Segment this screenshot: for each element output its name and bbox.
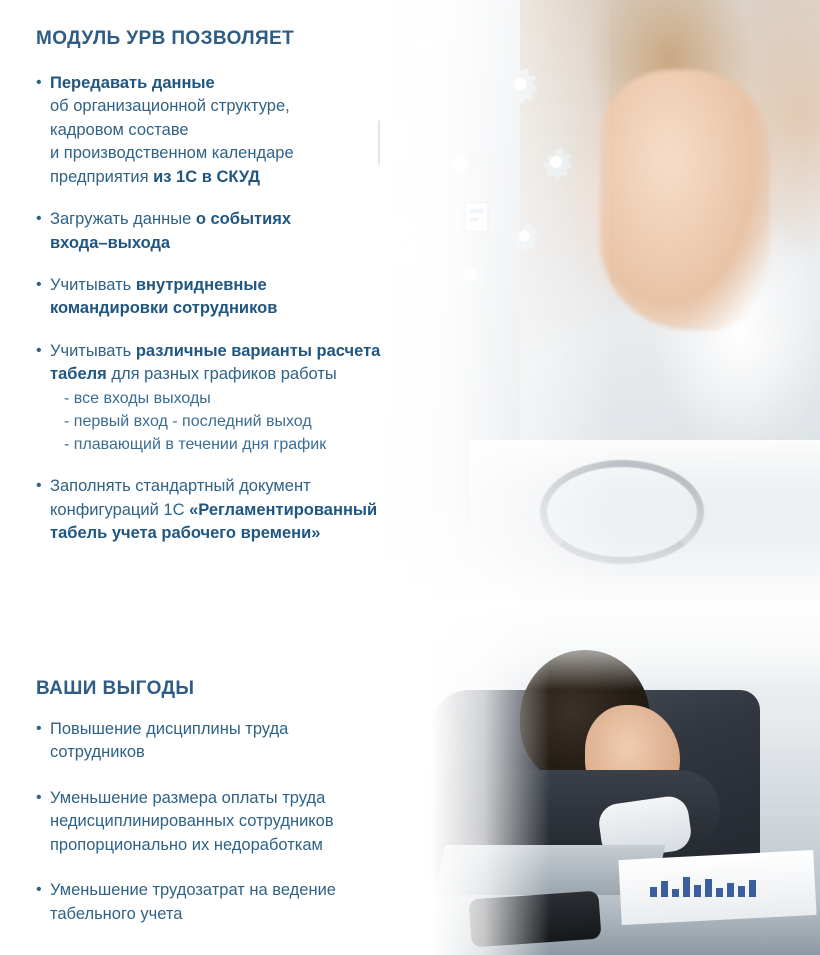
bullet-lead: Учитывать xyxy=(50,341,136,360)
bullet-lead: Загружать данные xyxy=(50,210,196,229)
bullet-line: недисциплинированных сотрудников xyxy=(50,812,334,831)
bullet-line: Уменьшение трудозатрат на ведение xyxy=(50,881,336,900)
bullet-subitem: - первый вход - последний выход xyxy=(64,412,312,430)
bullet-bold-line2: командировки сотрудников xyxy=(50,299,278,318)
module-heading: МОДУЛЬ УРВ ПОЗВОЛЯЕТ xyxy=(36,28,295,49)
list-item xyxy=(36,879,456,926)
bullet-bold: внутридневные xyxy=(135,275,267,294)
bullet-line: конфигураций 1С xyxy=(50,500,190,519)
bullet-line: об организационной структуре, xyxy=(50,97,290,116)
bullet-line: кадровом составе xyxy=(50,120,189,139)
list-item xyxy=(36,340,456,456)
bullet-lead: Учитывать xyxy=(50,275,136,294)
bullet-line: предприятия xyxy=(50,167,154,186)
bullet-line: табельного учета xyxy=(50,904,183,923)
benefits-heading: ВАШИ ВЫГОДЫ xyxy=(36,678,195,699)
bullet-bold: «Регламентированный xyxy=(189,500,378,519)
bullet-line: Повышение дисциплины труда xyxy=(50,720,289,738)
bullet-bold-line2: входа–выхода xyxy=(50,233,171,252)
bullet-line: Уменьшение размера оплаты труда xyxy=(50,788,326,807)
list-item xyxy=(36,718,456,765)
bullet-bold: различные варианты расчета xyxy=(135,341,381,360)
bullet-bold-line2: табель учета рабочего времени» xyxy=(50,524,321,543)
bullet-subitem: - плавающий в течении дня график xyxy=(64,436,327,454)
bullet-line: пропорционально их недоработкам xyxy=(50,835,323,854)
bullet-tail: для разных графиков работы xyxy=(106,365,337,384)
bullet-line: Заполнять стандартный документ xyxy=(50,477,311,496)
bullet-tail-bold: из 1С в СКУД xyxy=(153,167,261,186)
list-item xyxy=(36,787,456,857)
list-item xyxy=(36,72,456,189)
bullet-bold: о событиях xyxy=(195,210,292,229)
bullet-bold-line2: табеля xyxy=(50,365,107,384)
benefits-bullet-list xyxy=(36,718,456,948)
bullet-line: сотрудников xyxy=(50,743,145,762)
bullet-lead-bold: Передавать данные xyxy=(50,74,215,92)
list-item xyxy=(36,475,456,545)
list-item xyxy=(36,274,456,321)
module-bullet-list xyxy=(36,72,456,564)
list-item xyxy=(36,208,456,255)
bullet-line: и производственном календаре xyxy=(50,144,294,163)
bullet-subitem: - все входы выходы xyxy=(64,389,211,407)
